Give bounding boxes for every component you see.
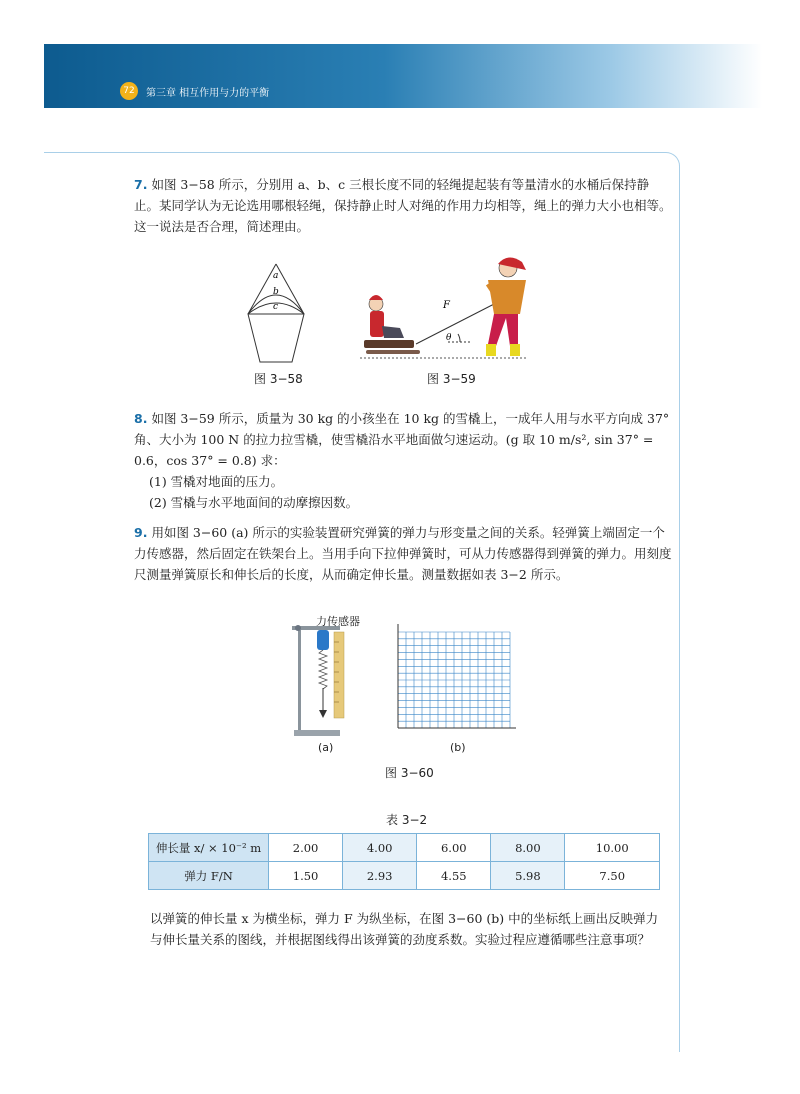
force-sensor-label: 力传感器 xyxy=(316,615,360,628)
caption-3-58: 图 3−58 xyxy=(254,372,303,386)
data-table xyxy=(148,833,660,890)
table-cell: 7.50 xyxy=(565,862,660,890)
row-header: 弹力 F/N xyxy=(149,862,269,890)
figure-3-59 xyxy=(360,256,530,364)
chapter-title: 第三章 相互作用与力的平衡 xyxy=(146,88,270,99)
question-number: 8. xyxy=(134,411,148,426)
sub-b-label: (b) xyxy=(450,741,466,754)
table-cell: 8.00 xyxy=(491,834,565,862)
table-cell: 1.50 xyxy=(269,862,343,890)
caption-3-59: 图 3−59 xyxy=(427,372,476,386)
question-8-sub-1: (1) 雪橇对地面的压力。 xyxy=(149,474,284,489)
table-title: 表 3−2 xyxy=(386,813,428,827)
table-cell: 2.00 xyxy=(269,834,343,862)
label-b: b xyxy=(273,287,279,297)
question-8 xyxy=(134,408,674,471)
closing-paragraph: 以弹簧的伸长量 x 为横坐标，弹力 F 为纵坐标，在图 3−60 (b) 中的坐标纸上画出反映弹力与伸长量关系的图线，并根据图线得出该弹簧的劲度系数。实验过程应遵循哪些注意事项？ xyxy=(150,911,659,947)
caption-3-60: 图 3−60 xyxy=(385,766,434,780)
question-text: 如图 3−59 所示，质量为 30 kg 的小孩坐在 10 kg 的雪橇上，一成年人用与水平方向成 37° 角、大小为 100 N 的拉力拉雪橇，使雪橇沿水平地面做匀速运动。(g 取 10 m/s², sin 37° = 0.6，cos 37° = 0.8) 求： xyxy=(134,411,670,468)
label-F: F xyxy=(443,300,450,311)
table-cell: 4.00 xyxy=(343,834,417,862)
row-header: 伸长量 x/ × 10⁻² m xyxy=(149,834,269,862)
question-7 xyxy=(134,174,674,237)
figure-3-58 xyxy=(246,262,306,366)
table-cell: 10.00 xyxy=(565,834,660,862)
question-text: 如图 3−58 所示，分别用 a、b、c 三根长度不同的轻绳提起装有等量清水的水桶后保持静止。某同学认为无论选用哪根轻绳，保持静止时人对绳的作用力均相等，绳上的弹力大小也相等。这一说法是否合理，简述理由。 xyxy=(134,177,672,234)
table-cell: 5.98 xyxy=(491,862,565,890)
question-number: 7. xyxy=(134,177,148,192)
question-8-sub-2: (2) 雪橇与水平地面间的动摩擦因数。 xyxy=(149,495,359,510)
sub-a-label: (a) xyxy=(318,741,334,754)
label-theta: θ xyxy=(446,333,452,343)
table-cell: 6.00 xyxy=(417,834,491,862)
figure-3-60b-grid xyxy=(390,624,518,736)
table-cell: 2.93 xyxy=(343,862,417,890)
table-cell: 4.55 xyxy=(417,862,491,890)
question-number: 9. xyxy=(134,525,148,540)
label-a: a xyxy=(273,271,279,281)
question-text: 用如图 3−60 (a) 所示的实验装置研究弹簧的弹力与形变量之间的关系。轻弹簧上端固定一个力传感器，然后固定在铁架台上。当用手向下拉伸弹簧时，可从力传感器得到弹簧的弹力。用刻度尺测量弹簧原长和伸长后的长度，从而确定伸长量。测量数据如表 3−2 所示。 xyxy=(134,525,672,582)
page-number: 72 xyxy=(120,82,138,100)
label-c: c xyxy=(273,302,279,312)
table-row xyxy=(149,862,660,890)
table-row xyxy=(149,834,660,862)
question-9 xyxy=(134,522,674,585)
